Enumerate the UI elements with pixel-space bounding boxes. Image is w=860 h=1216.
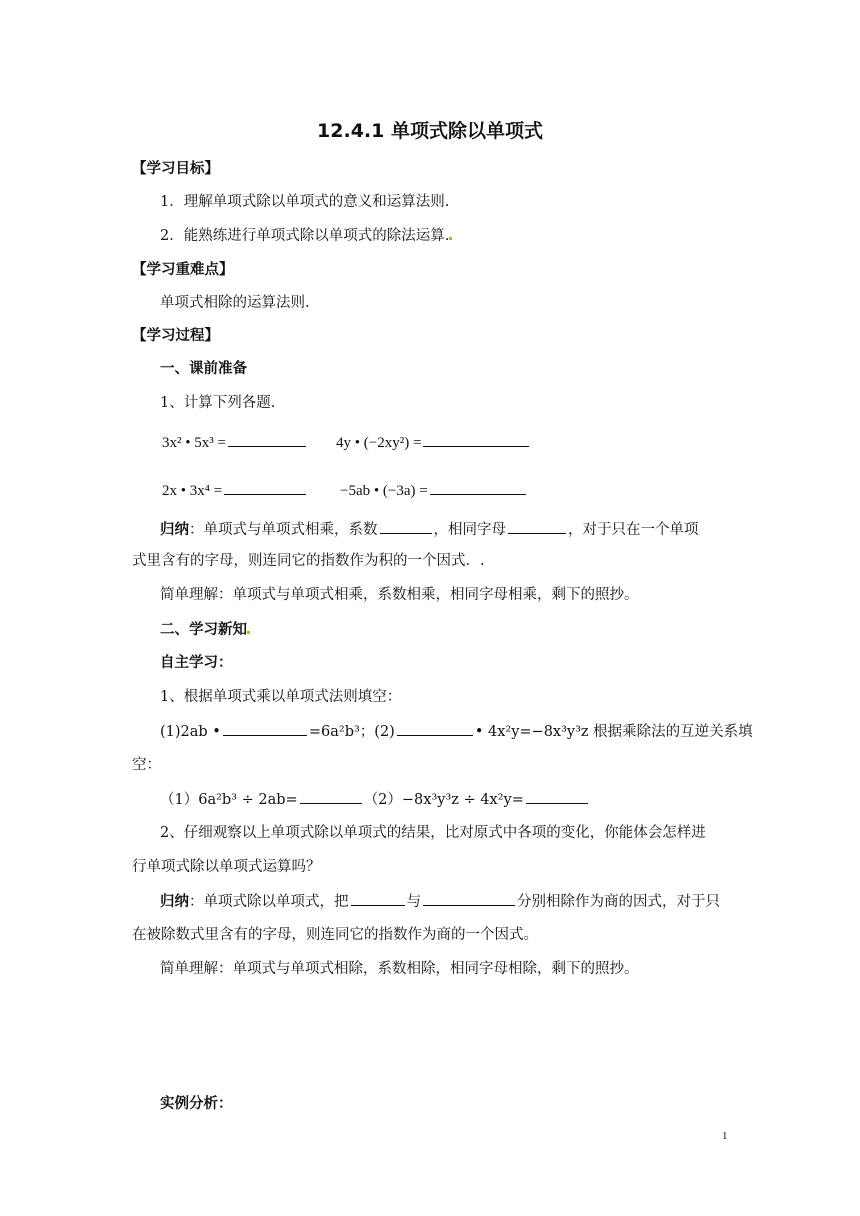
answer-blank[interactable] (351, 891, 405, 906)
answer-blank[interactable] (300, 789, 362, 804)
summary-label: 归纳 (160, 521, 189, 538)
summary-label: 归纳 (160, 893, 189, 910)
self-study-heading: 自主学习： (160, 655, 233, 671)
objective-item-2: 2．能熟练进行单项式除以单项式的除法运算. (160, 226, 452, 246)
keypoints-heading: 【学习重难点】 (132, 262, 234, 278)
question-3: 2、仔细观察以上单项式除以单项式的结果，比对原式中各项的变化，你能体会怎样进 (160, 825, 706, 841)
process-heading: 【学习过程】 (132, 328, 219, 344)
section-1-heading: 一、课前准备 (160, 361, 247, 377)
fill-in-line: (1)2ab • =6a²b³；(2) • 4x²y=−8x³y³z 根据乘除法的互逆关系填 (160, 721, 753, 742)
summary-1: 归纳：单项式与单项式相乘，系数 ，相同字母 ，对于只在一个单项 (160, 521, 699, 538)
example-heading: 实例分析： (160, 1096, 233, 1112)
answer-blank[interactable] (526, 789, 588, 804)
division-line: （1）6a²b³ ÷ 2ab= （2）−8x³y³z ÷ 4x²y= (160, 789, 590, 810)
keypoints-text: 单项式相除的运算法则. (160, 295, 310, 311)
equation-3: 2x • 3x⁴ = (162, 480, 308, 501)
answer-blank[interactable] (397, 721, 473, 736)
section-2-heading: 二、学习新知 (160, 620, 250, 640)
answer-blank[interactable] (228, 432, 306, 447)
simple-understanding-1: 简单理解：单项式与单项式相乘，系数相乘，相同字母相乘，剩下的照抄。 (160, 587, 639, 603)
answer-blank[interactable] (223, 721, 307, 736)
simple-understanding-2: 简单理解：单项式与单项式相除，系数相除，相同字母相除，剩下的照抄。 (160, 961, 639, 977)
answer-blank[interactable] (380, 519, 432, 534)
answer-blank[interactable] (508, 519, 566, 534)
answer-blank[interactable] (224, 480, 306, 495)
answer-blank[interactable] (423, 891, 515, 906)
answer-blank[interactable] (430, 480, 526, 495)
objectives-heading: 【学习目标】 (132, 161, 219, 177)
fill-in-line-continued: 空： (132, 757, 161, 773)
answer-blank[interactable] (423, 432, 529, 447)
page-title: 12.4.1 单项式除以单项式 (317, 120, 543, 142)
page-number: 1 (722, 1130, 728, 1142)
question-3-continued: 行单项式除以单项式运算吗？ (132, 859, 321, 875)
summary-1-continued: 式里含有的字母，则连同它的指数作为积的一个因式．. (132, 553, 485, 569)
equation-4: −5ab • (−3a) = (340, 480, 528, 501)
question-1: 1、计算下列各题. (160, 395, 276, 411)
equation-2: 4y • (−2xy²) = (336, 432, 531, 453)
summary-2-continued: 在被除数式里含有的字母，则连同它的指数作为商的一个因式。 (132, 927, 538, 943)
summary-2: 归纳：单项式除以单项式，把 与 分别相除作为商的因式，对于只 (160, 893, 720, 910)
equation-1: 3x² • 5x³ = (162, 432, 308, 453)
objective-item-1: 1．理解单项式除以单项式的意义和运算法则. (160, 194, 450, 210)
question-2: 1、根据单项式乘以单项式法则填空： (160, 689, 402, 705)
